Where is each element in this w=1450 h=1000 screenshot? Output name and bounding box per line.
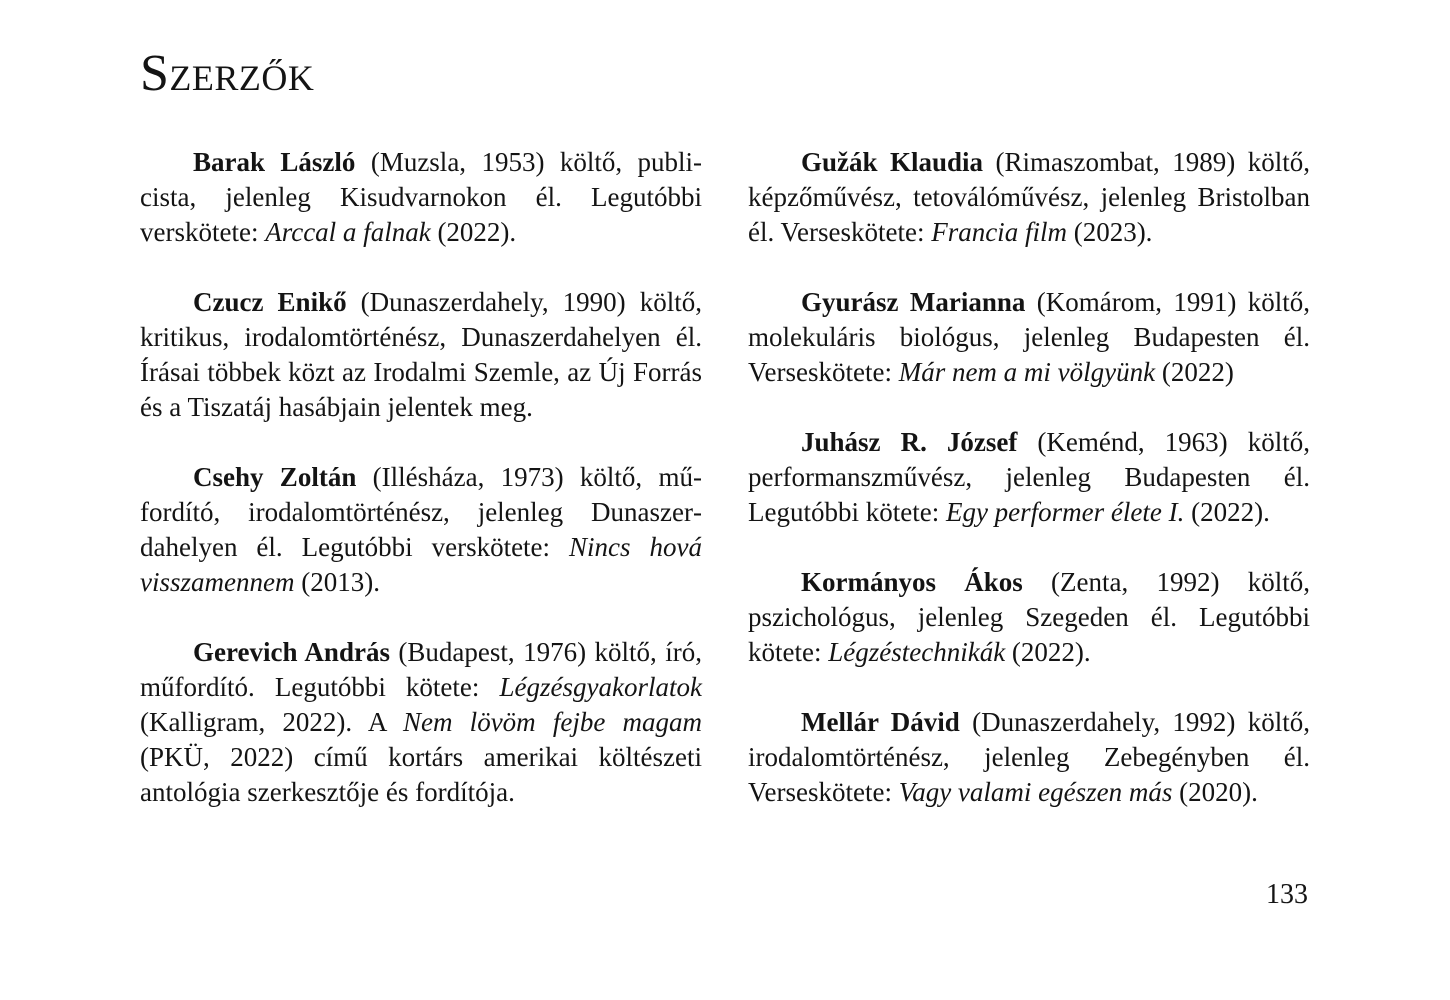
author-bio: (2022). <box>1005 637 1091 667</box>
author-bio: (2022) <box>1155 357 1234 387</box>
author-entry-guzak <box>748 145 1310 250</box>
right-column <box>748 145 1310 845</box>
author-name: Mellár Dávid <box>801 707 960 737</box>
book-title: Francia film <box>931 217 1067 247</box>
author-bio: (Zenta, 1992) költő, pszichológus, jelenleg Szegeden él. Legutóbbi kötete: <box>748 567 1310 667</box>
page-number: 133 <box>1266 879 1308 910</box>
author-entry-csehy <box>140 460 702 600</box>
author-bio: (PKÜ, 2022) című kortárs amerikai költészeti antológia szerkesztője és fordítója. <box>140 742 702 807</box>
author-bio: (Rimaszombat, 1989) költő, képzőművész, tetoválóművész, jelenleg Bristolban él. Verseskötete: <box>748 147 1310 247</box>
book-title: Nem lövöm fejbe magam <box>403 707 702 737</box>
page-title: Szerzők <box>140 45 315 102</box>
author-name: Kormányos Ákos <box>801 567 1023 597</box>
author-name: Juhász R. József <box>801 427 1018 457</box>
book-title: Egy performer élete I. <box>945 497 1185 527</box>
author-bio: (Budapest, 1976) költő, író, műfordító. Legutóbbi kötete: <box>140 637 703 702</box>
author-name: Gužák Klaudia <box>801 147 984 177</box>
author-entry-mellar <box>748 705 1310 810</box>
author-name: Barak László <box>193 147 356 177</box>
author-bio: (Keménd, 1963) költő, performanszművész, jelenleg Budapesten él. Legutóbbi kötete: <box>748 427 1310 527</box>
author-entry-juhasz <box>748 425 1310 530</box>
author-bio: (2022). <box>1184 497 1270 527</box>
author-bio: (Komárom, 1991) költő, molekuláris biológus, jelenleg Budapesten él. Verseskötete: <box>748 287 1311 387</box>
author-bio: (2013). <box>294 567 380 597</box>
author-bio: (2023). <box>1066 217 1153 247</box>
author-bio: (2020). <box>1172 777 1258 807</box>
author-name: Czucz Enikő <box>193 287 347 317</box>
author-entry-kormanyos <box>748 565 1310 670</box>
left-column <box>140 145 702 845</box>
author-name: Gyurász Marianna <box>801 287 1026 317</box>
author-bio: (2022). <box>430 217 517 247</box>
author-entry-barak <box>140 145 702 250</box>
book-title: Nincs hová visszamennem <box>140 532 702 597</box>
author-name: Gerevich András <box>193 637 390 667</box>
author-entry-czucz <box>140 285 702 425</box>
author-entry-gyurasz <box>748 285 1310 390</box>
book-title: Már nem a mi völgyünk <box>898 357 1156 387</box>
author-bio: (Dunaszerdahely, 1992) költő, irodalomtörténész, jelenleg Zebegényben él. Verseskötete: <box>748 707 1310 807</box>
author-entry-gerevich <box>140 635 702 810</box>
book-title: Arccal a falnak <box>265 217 431 247</box>
author-bio: (Muzsla, 1953) költő, publicista, jelenleg Kisudvarnokon él. Legutóbbi verskötete: <box>140 147 702 247</box>
author-bio: (Kalligram, 2022). A <box>140 707 404 737</box>
book-title: Légzéstechnikák <box>828 637 1006 667</box>
book-title: Vagy valami egészen más <box>898 777 1173 807</box>
author-name: Csehy Zoltán <box>193 462 357 492</box>
author-bio: (Illésháza, 1973) költő, műfordító, irodalomtörténész, jelenleg Dunaszerdahelyen él. Legutóbbi verskötete: <box>140 462 702 562</box>
book-title: Légzésgyakorlatok <box>499 672 702 702</box>
author-bio: (Dunaszerdahely, 1990) költő, kritikus, irodalomtörténész, Dunaszerdahelyen él. Írásai többek közt az Irodalmi Szemle, az Új Forrás és a Tiszatáj hasábjain jelentek meg. <box>140 287 702 422</box>
